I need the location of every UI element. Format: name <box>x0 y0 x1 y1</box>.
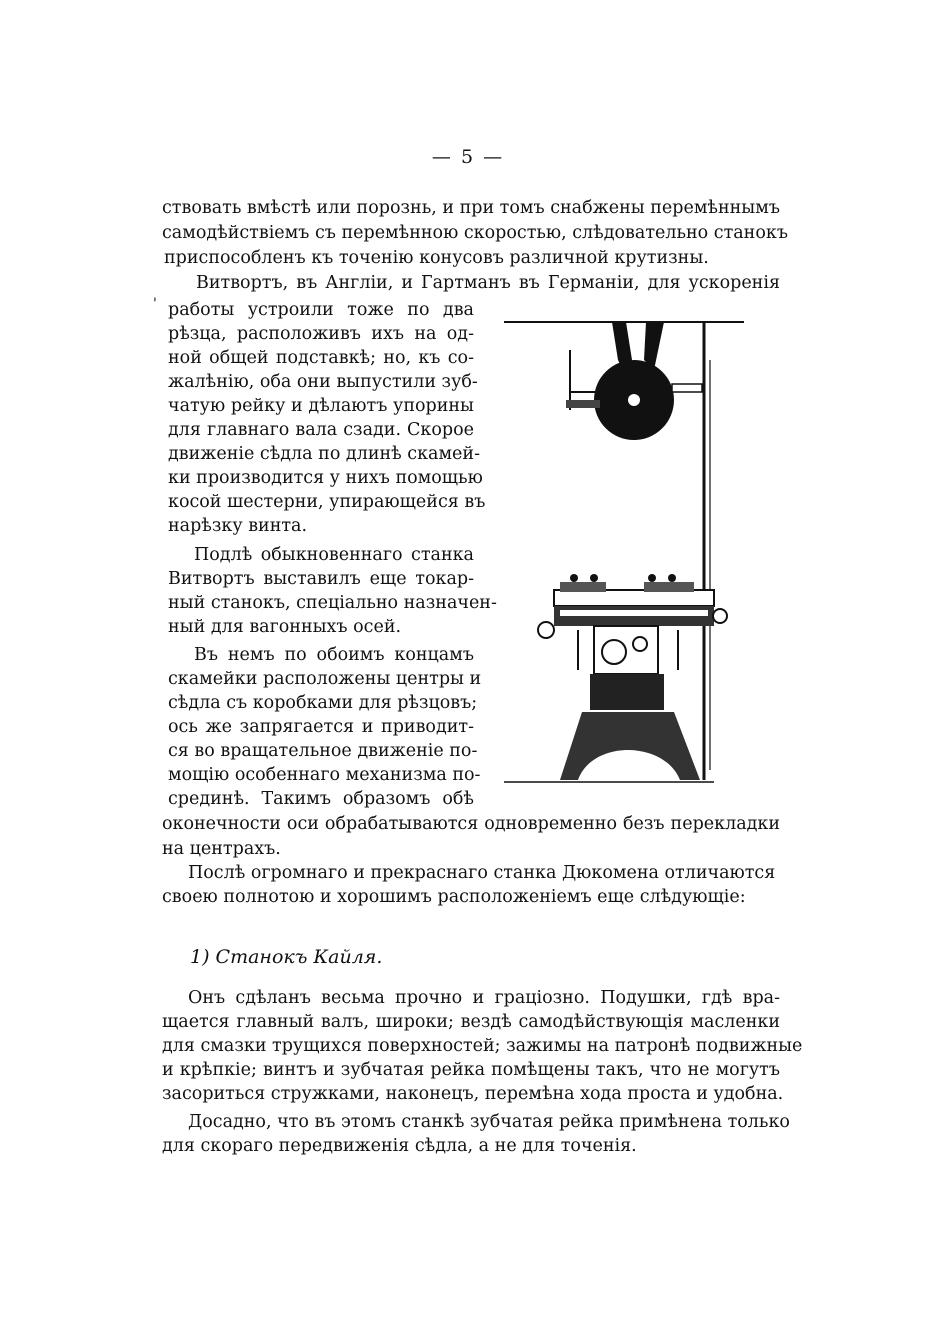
text-line: Послѣ огромнаго и прекраснаго станка Дюкомена отличаются <box>188 863 776 883</box>
text-line: оконечности оси обрабатываются одновременно безъ перекладки <box>162 814 780 834</box>
text-line: для смазки трущихся поверхностей; зажимы на патронѣ подвижные <box>162 1036 803 1056</box>
text-line: мощію особеннаго механизма по- <box>168 765 481 785</box>
margin-mark: ' <box>153 296 157 312</box>
text-line: засориться стружками, наконецъ, перемѣна хода проста и удобна. <box>162 1084 784 1104</box>
text-line: ось же запрягается и приводит- <box>168 717 474 737</box>
text-line: сѣдла съ коробками для рѣзцовъ; <box>168 693 478 713</box>
text-line: и крѣпкіе; винтъ и зубчатая рейка помѣщены такъ, что не могутъ <box>162 1060 780 1080</box>
text-line: приспособленъ къ точенію конусовъ различной крутизны. <box>164 248 709 268</box>
page-number: — 5 — <box>431 146 505 168</box>
text-line: нарѣзку винта. <box>168 516 308 536</box>
text-line: ной общей подставкѣ; но, къ со- <box>168 348 474 368</box>
text-line: ный станокъ, спеціально назначен- <box>168 593 497 613</box>
text-line: на центрахъ. <box>162 839 281 859</box>
text-line: движеніе сѣдла по длинѣ скамей- <box>168 444 480 464</box>
text-line: рѣзца, расположивъ ихъ на од- <box>168 324 474 344</box>
text-line: Подлѣ обыкновеннаго станка <box>194 545 474 565</box>
text-line: щается главный валъ, широки; вездѣ самодѣйствующія масленки <box>162 1012 780 1032</box>
text-line: Витвортъ выставилъ еще токар- <box>168 569 474 589</box>
text-line: Онъ сдѣланъ весьма прочно и граціозно. Подушки, гдѣ вра- <box>188 988 780 1008</box>
text-line: ки производится у нихъ помощью <box>168 468 483 488</box>
text-line: Досадно, что въ этомъ станкѣ зубчатая рейка примѣнена только <box>188 1112 790 1132</box>
text-line: Витвортъ, въ Англіи, и Гартманъ въ Германіи, для ускоренія <box>196 273 780 293</box>
text-line: косой шестерни, упирающейся въ <box>168 492 486 512</box>
text-line: ный для вагонныхъ осей. <box>168 617 402 637</box>
lathe-illustration <box>494 300 782 790</box>
text-line: срединѣ. Такимъ образомъ обѣ <box>168 789 474 809</box>
text-line: для главнаго вала сзади. Скорое <box>168 420 474 440</box>
text-line: чатую рейку и дѣлаютъ упорины <box>168 396 474 416</box>
text-line: ствовать вмѣстѣ или порознь, и при томъ снабжены перемѣннымъ <box>162 198 780 218</box>
text-line: ся во вращательное движеніе по- <box>168 741 478 761</box>
text-line: своею полнотою и хорошимъ расположеніемъ еще слѣдующіе: <box>162 887 746 907</box>
section-heading: 1) Станокъ Кайля. <box>190 946 383 968</box>
text-line: жалѣнію, оба они выпустили зуб- <box>168 372 478 392</box>
text-line: Въ немъ по обоимъ концамъ <box>194 645 474 665</box>
text-line: скамейки расположены центры и <box>168 669 482 689</box>
text-line: самодѣйствіемъ съ перемѣнною скоростью, слѣдовательно станокъ <box>162 223 788 243</box>
text-line: работы устроили тоже по два <box>168 300 474 320</box>
text-line: для скораго передвиженія сѣдла, а не для точенія. <box>162 1136 637 1156</box>
